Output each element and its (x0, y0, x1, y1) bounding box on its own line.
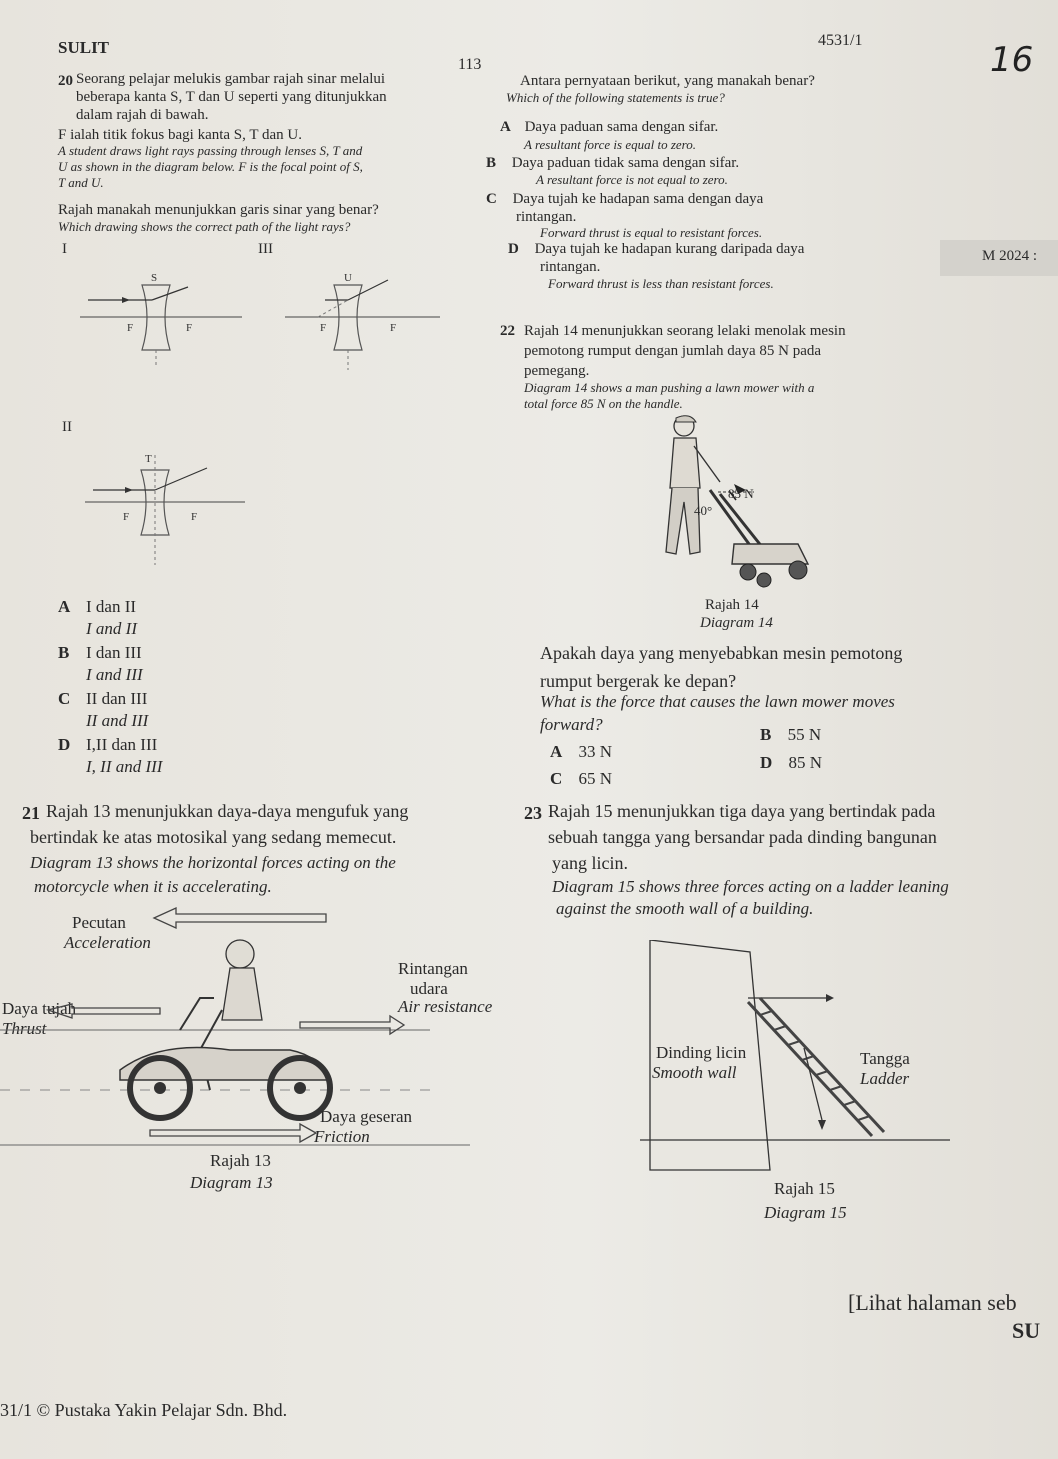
fig-label-II: II (62, 419, 72, 435)
ladder-rungs (760, 1011, 870, 1120)
q20-stem-en (58, 143, 468, 191)
option-A[interactable] (550, 741, 612, 762)
q23-number: 23 (524, 803, 542, 823)
focal-point-label: F (123, 511, 130, 523)
q22-question-en-line: forward? (540, 715, 603, 734)
publisher-footer: 31/1 © Pustaka Yakin Pelajar Sdn. Bhd. (0, 1400, 288, 1420)
option-text-ms: I dan III (86, 643, 142, 662)
q21-number: 21 (22, 803, 40, 823)
page-number: 113 (458, 56, 482, 73)
thrust-arrow (48, 1004, 160, 1018)
rider-body (222, 968, 262, 1020)
option-text-ms: II dan III (86, 689, 148, 708)
ladder-rail (748, 1002, 872, 1136)
light-ray (155, 468, 207, 490)
turn-page-note: [Lihat halaman seb (848, 1290, 1017, 1315)
focal-point-label: F (127, 322, 134, 334)
option-text-ms: Daya paduan sama dengan sifar. (524, 119, 719, 135)
option-letter: D (508, 241, 519, 257)
q20-ms-line: dalam rajah di bawah. (76, 107, 209, 123)
option-text: 33 N (578, 742, 613, 761)
air-resistance-label-en: Air resistance (398, 997, 493, 1016)
option-text-ms: Daya tujah ke hadapan kurang daripada daya (534, 241, 805, 257)
option-letter: C (486, 191, 497, 207)
q22-ms-line: pemegang. (524, 363, 590, 379)
wall-label-ms: Dinding licin (656, 1043, 747, 1062)
man-legs (666, 488, 700, 554)
mower-wheel (740, 564, 756, 580)
option-letter: A (500, 119, 511, 135)
q22-number: 22 (500, 323, 515, 339)
option-text-ms-cont: rintangan. (540, 259, 601, 275)
q21-caption-ms: Rajah 13 (210, 1151, 271, 1170)
option-C[interactable] (58, 688, 162, 710)
option-letter: C (58, 689, 71, 708)
q21-stem-en-line: Diagram 13 shows the horizontal forces acting on the (30, 853, 396, 872)
lens-T-label: T (145, 453, 152, 465)
q22-ms-line: pemotong rumput dengan jumlah daya 85 N pada (524, 343, 822, 359)
dashed-line (318, 300, 348, 317)
option-A[interactable] (58, 596, 162, 618)
option-text-en: A resultant force is equal to zero. (524, 137, 696, 152)
q20-ms-line: Seorang pelajar melukis gambar rajah sinar melalui (76, 71, 386, 87)
option-letter: A (550, 742, 563, 761)
focal-point-label: F (186, 322, 193, 334)
friction-label-ms: Daya geseran (320, 1107, 413, 1126)
q23-caption-en: Diagram 15 (764, 1203, 847, 1222)
option-letter: B (486, 155, 497, 171)
option-text-en: I and III (86, 665, 143, 684)
acceleration-label-en: Acceleration (64, 933, 151, 952)
motorcycle-body (120, 1048, 330, 1081)
q23-caption-ms: Rajah 15 (774, 1179, 835, 1198)
option-B[interactable] (486, 154, 886, 172)
arrow-head (826, 994, 834, 1002)
thrust-label-ms: Daya tujah (2, 999, 77, 1018)
motorcycle-illustration (0, 930, 500, 1160)
q21-stem-ms-line: bertindak ke atas motosikal yang sedang memecut. (30, 827, 397, 847)
lens-S-label: S (151, 272, 158, 284)
footer-sulit: SU (1012, 1318, 1041, 1343)
light-ray (152, 287, 188, 300)
angle-label: 40° (694, 503, 713, 518)
q22-question-ms (540, 642, 1040, 666)
option-letter: B (760, 725, 772, 744)
arrow-head (818, 1120, 826, 1130)
weight-force-arrow (804, 1048, 822, 1120)
q19-stem-en: Which of the following statements is true? (506, 90, 725, 105)
option-D[interactable] (508, 240, 928, 258)
focal-point-label: F (390, 322, 397, 334)
q23-stem-en-line: against the smooth wall of a building. (556, 899, 814, 918)
ladder-label-ms: Tangga (860, 1049, 910, 1068)
q22-en-line: Diagram 14 shows a man pushing a lawn mower with a (524, 380, 815, 395)
q21-stem-ms-line: Rajah 13 menunjukkan daya-daya mengufuk yang (46, 801, 409, 821)
option-text: 55 N (787, 725, 822, 744)
q23-stem-ms-line: yang licin. (552, 853, 628, 873)
q22-question-ms-line: Apakah daya yang menyebabkan mesin pemotong (540, 643, 903, 663)
option-C[interactable] (486, 190, 906, 208)
lens-diagram-I (70, 255, 250, 370)
option-text-ms: I,II dan III (86, 735, 158, 754)
q20-en-line: U as shown in the diagram below. F is the focal point of S, (58, 159, 363, 174)
option-text-en: II and III (86, 711, 149, 730)
option-text: 65 N (578, 769, 613, 788)
option-letter: B (58, 643, 70, 662)
option-text-en: I and II (86, 619, 137, 638)
man-body (670, 438, 700, 488)
option-text-ms-cont: rintangan. (516, 209, 577, 225)
option-D[interactable] (760, 752, 822, 773)
option-C[interactable] (550, 768, 612, 789)
q20-en-line: A student draws light rays passing through lenses S, T and (58, 143, 363, 158)
option-B[interactable] (58, 642, 162, 664)
option-text-en: Forward thrust is less than resistant forces. (548, 276, 774, 291)
friction-label-en: Friction (314, 1127, 370, 1146)
option-letter: C (550, 769, 563, 788)
header-code: 4531/1 (818, 32, 863, 49)
focal-point-label: F (191, 511, 198, 523)
q23-stem-ms-line: Rajah 15 menunjukkan tiga daya yang bertindak pada (548, 801, 936, 821)
option-letter: A (58, 597, 71, 616)
wheel-hub (294, 1082, 306, 1094)
margin-handwritten-number: 16 (990, 40, 1034, 80)
q22-caption-en: Diagram 14 (700, 615, 773, 631)
air-resistance-arrow (300, 1016, 404, 1034)
acceleration-arrow (150, 906, 330, 930)
q22-caption-ms: Rajah 14 (705, 597, 759, 613)
q22-ms-line: Rajah 14 menunjukkan seorang lelaki menolak mesin (524, 323, 846, 339)
handlebar (180, 998, 214, 1030)
option-text-en: Forward thrust is equal to resistant forces. (540, 225, 763, 240)
option-text-ms: I dan II (86, 597, 137, 616)
q20-options (58, 596, 162, 780)
option-text-ms: Daya paduan tidak sama dengan sifar. (511, 155, 740, 171)
header-sulit: SULIT (58, 38, 110, 57)
q20-focal-ms: F ialah titik fokus bagi kanta S, T dan U. (58, 127, 303, 143)
acceleration-label-ms: Pecutan (72, 913, 126, 932)
option-text-en: A resultant force is not equal to zero. (536, 172, 728, 187)
wheel-hub (154, 1082, 166, 1094)
q21-caption-en: Diagram 13 (190, 1173, 273, 1192)
option-letter: D (760, 753, 773, 772)
fig-label-III: III (258, 241, 273, 257)
q20-stem-ms (76, 70, 466, 124)
lens-diagram-III (280, 255, 450, 370)
option-letter: D (58, 735, 71, 754)
q23-stem-en-line: Diagram 15 shows three forces acting on a ladder leaning (552, 877, 949, 896)
q19-stem-ms: Antara pernyataan berikut, yang manakah benar? (520, 73, 815, 89)
option-D[interactable] (58, 734, 162, 756)
option-B[interactable] (760, 724, 821, 745)
air-resistance-label-ms: Rintangan (398, 959, 468, 978)
lens-U-label: U (344, 272, 352, 284)
q20-ms-line: beberapa kanta S, T dan U seperti yang ditunjukkan (76, 89, 387, 105)
margin-year-tag: M 2024 : (982, 248, 1038, 264)
helmet-icon (226, 940, 254, 968)
ladder-label-en: Ladder (860, 1069, 910, 1088)
q20-question-en: Which drawing shows the correct path of the light rays? (58, 219, 351, 234)
force-label: 85 N (728, 486, 754, 501)
fig-label-I: I (62, 241, 67, 257)
q22-question-en-line: What is the force that causes the lawn mower moves (540, 692, 895, 711)
light-ray (348, 280, 388, 300)
lens-diagram-II (75, 440, 255, 570)
q22-question-ms-line: rumput bergerak ke depan? (540, 671, 737, 691)
option-A[interactable] (500, 118, 900, 136)
q22-en-line: total force 85 N on the handle. (524, 396, 683, 411)
q22-stem-ms (524, 322, 944, 382)
air-resistance-label-ms2: udara (410, 979, 448, 998)
option-text: 85 N (788, 753, 823, 772)
arrow-head (122, 297, 130, 303)
q20-en-line: T and U. (58, 175, 104, 190)
q20-number: 20 (58, 73, 73, 89)
wall-label-en: Smooth wall (652, 1063, 737, 1082)
hollow-arrow-left (154, 908, 326, 928)
arrow-head (125, 487, 133, 493)
mower-wheel (789, 561, 807, 579)
q22-stem-en (524, 380, 944, 412)
mower-wheel (757, 573, 771, 587)
q20-question-ms: Rajah manakah menunjukkan garis sinar yang benar? (58, 202, 379, 218)
q21-stem-en-line: motorcycle when it is accelerating. (34, 877, 272, 896)
friction-arrow (150, 1124, 316, 1142)
q23-stem-ms-line: sebuah tangga yang bersandar pada dinding bangunan (548, 827, 937, 847)
cap-icon (676, 416, 696, 422)
thrust-label-en: Thrust (2, 1019, 47, 1038)
option-text-en: I, II and III (86, 757, 163, 776)
option-text-ms: Daya tujah ke hadapan sama dengan daya (512, 191, 764, 207)
focal-point-label: F (320, 322, 327, 334)
